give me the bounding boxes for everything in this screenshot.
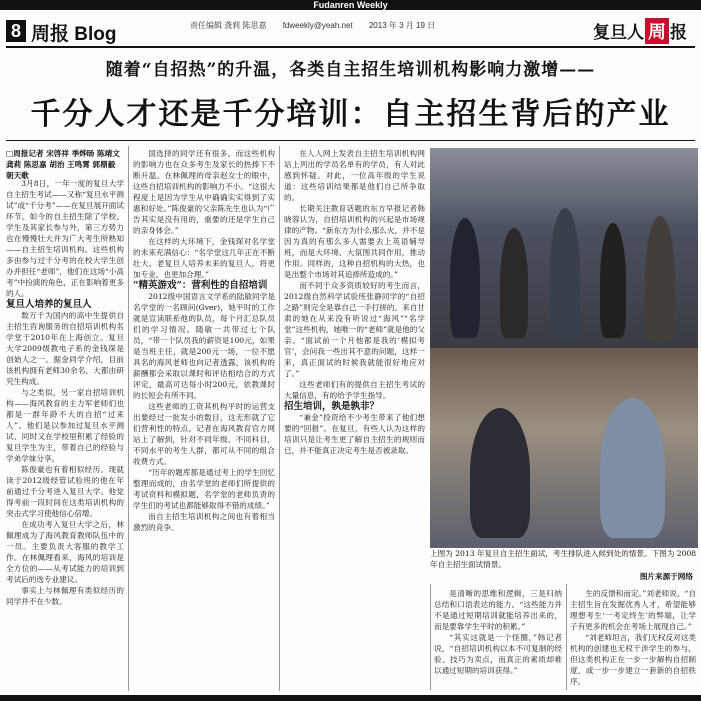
paragraph: 是清晰的思维和逻辑，三是归纳总结和口语表达的能力。“这些能力并不是通过短期培训就能培养出来的，而是要靠学生平时的积累。” <box>434 589 562 631</box>
paragraph: 事实上与林佩理有类似经历的同学并不在少数。 <box>6 586 124 606</box>
editor-credit: 责任编辑 龚莉 陈思嘉 <box>190 21 267 30</box>
paragraph: 陈俊豪也有着相似经历。现就读于2012级经管试验班的他在年前通过千分考进入复旦大学。他觉得考前一段时间在这类培训机构的突击式学习使他信心倍增。 <box>6 465 124 518</box>
column-1 <box>6 178 124 690</box>
photo-top-queue <box>430 148 698 348</box>
byline: □周报记者 宋啓祥 季烨旸 陈靖文 龚莉 陈思嘉 胡治 王鸣霄 郭鼎毅 朝天歌 <box>6 149 120 180</box>
top-banner: Fudanren Weekly <box>0 0 701 10</box>
paragraph: 长期关注教育话题的东方早报记者韩晓蓉认为，自招培训机构的兴起是市场规律的产物。“新东方为什么那么火，并不是因为真的有那么多人需要去上英语辅导班，而是大环境、大氛围共同作用，推动作用。同样的，这种自招机构的大热，也是出整个市场对其追捧所造成的。” <box>284 204 425 279</box>
column-3 <box>284 148 425 690</box>
paragraph: 在人人网上发表自主招生培训机构网站上列出的学员名单有的学员，有人对此感到怀疑。对此，一位高年级的学生说道：这些培训结果都是他们自己所争取的。 <box>284 149 425 202</box>
paragraph: “历年的题库都是通过考上的学生回忆整理而成的，由名学堂的老师们所提供的考试资料和模拟题，名学堂的老师负责的学生们的考试也都能够取得不错的成绩。” <box>133 468 275 510</box>
article-headline: 千分人才还是千分培训：自主招生背后的产业 <box>30 97 671 132</box>
paragraph: 在这样的大环境下，金钱琛对名学堂的未来充满信心：“名学堂这几年正在不断壮大。老复旦人培养未来的复旦人，将更加专业，也更加合理。” <box>133 237 275 279</box>
subheading: “精英游戏”：营利性的自招培训 <box>133 280 268 291</box>
paragraph: 与之类似，另一家自招培训机构——海风教育的主力军老师们也都是一群年龄不大的自招“过来人”。他们是以参加过复旦水平测试、同时又在学校里积累了经验的复旦学生为主，带着自己的经验与学弟学妹分享。 <box>6 388 124 463</box>
column-divider <box>566 584 567 690</box>
paragraph: 生的反馈和而定。”刘老师说。“自主招生旨在发掘优秀人才，希望能够理想考生‘一考定终生’的弊端，让学子有更多的机会在考场上展现自己。” <box>570 589 696 631</box>
paragraph: 3月8日，一年一度的复旦大学自主招生考试——又称“复旦水平测试”或“千分考”——在复旦展开面试环节。如今的自主招生除了学校、学生及其家长参与外，第三方势力也在慢慢壮大并为广大考生所熟知——自主招生培训机构。这些机构多由参与过千分考的在校大学生创办并担任“老师”，他们在这场“小高考”中扮演的角色，正在影响着更多的人。 <box>6 179 124 298</box>
paragraph: “刘老师坦言，我们无权反对这类机构的创建也无权干涉学生的参与，但这类机构正在一步一步解构自招制度，或一步一步建立一套新的自招秩序。 <box>570 633 696 686</box>
email-link[interactable]: fdweekly@yeah.net <box>282 21 353 30</box>
logo-right-text: 报 <box>670 23 687 42</box>
column-2 <box>133 148 275 690</box>
paragraph: 2012级中国语言文学系的陆敏同学是名学堂的一名顾问(Gver)，她平时的工作就是宣读联系他的队员，每个月汇总队员们的学习情况。随敏一共带过七个队员，“带一个队员我的薪资是100元，如果是当班主任，就是200元一场，一位不愿具名的海风老师也向记者透露，该机构的薪酬都会采取以课时和评估相结合的方式评定，最高可达每小时200元，依教课时的长短会有所不同。 <box>133 292 275 400</box>
paragraph: 在成功考入复旦大学之后，林佩理成为了海风教育教师队伍中的一员。主要负责大客服的教学工作。在林佩理看来，海风的培训是全方位的——从考试能力的培训到考试后的选专业建议。 <box>6 520 124 584</box>
column-divider <box>128 146 129 691</box>
paragraph: 数万千为国内的高中生提供自主招生咨询服务的自招培训机构名学堂于2010年在上海创立。复旦大学2009级教电子系的金钱琛是创始人之一。据金同学介绍，目前该机构拥有老师30余名，大都由研究生构成。 <box>6 311 124 386</box>
masthead-info <box>190 20 490 31</box>
paragraph: 而自主招生培训机构之间也有着相当激烈的竞争。 <box>133 512 275 532</box>
subheading: 招生培训，孰是孰非？ <box>284 401 380 412</box>
column-4 <box>434 588 562 690</box>
photo-caption: 上图为 2013 年复旦自主招生面试，考生排队进入候到处的情景。下图为 2008 年自主招生面试情景。 <box>430 549 697 569</box>
column-divider <box>279 146 280 691</box>
logo-mark: 周 <box>645 18 669 44</box>
paragraph: 国选择的同学还有很多。而这些机构的影响力也在众多考生及家长的热捧下不断升温。在林佩理的母亲赵女士的眼中，这些自招培训机构的影响力不小。“这很大程度上是因为学生从中确确实实得到了实惠和好处。”陈俊豪的父亲陈先生也认为“广告其实是没有用的，重要的还是学生自己的亲身体会。” <box>133 149 275 235</box>
paragraph: 这些老师们有的提供自主招生考试的大量信息，有的给予学生指导。 <box>284 380 425 400</box>
article-kicker: 随着“自招热”的升温，各类自主招生培训机构影响力激增—— <box>105 60 596 80</box>
photo-credit: 图片来源于网络 <box>639 572 693 581</box>
section-title: 周报 Blog <box>31 24 117 45</box>
subheading: 复旦人培养的复旦人 <box>6 299 92 310</box>
page-footer-bar <box>0 695 701 701</box>
article-photo <box>430 148 698 548</box>
paragraph: “兼金”投资给不少考生带来了他们想要的“回报”。在复旦，有些人认为这样的培训只是让考生更了解自主招生的规则而已，并不能真正决定考生是否被录取。 <box>284 413 425 455</box>
page-number: 8 <box>6 20 26 42</box>
paragraph: 这些老师的工资其机构平时的运营支出要经过一批发小的数目，这无形就了它们营利性的特点。记者在海风教育官方网站上了解到，针对不同年级、不同科目，不同水平的考生人群，都可从不同的组合收费方式。 <box>133 402 275 466</box>
newspaper-logo <box>593 18 687 44</box>
photo-bottom-interview <box>430 348 698 548</box>
paragraph: 而不同于众多资质较好的考生而言，2012级自然科学试验班张静同学的“自招之路”则完全是靠自己一手打拼的。来自甘肃的她在从来没有听说过“海风”“名学堂”这些机构，她唯一的“老师”就是他的父亲。“面试前一个月他都是我的‘模拟考官’，会问我一些出其不意的问题，这样一来，真正面试的时候我就能很好地应对了。” <box>284 281 425 378</box>
paragraph: “其实这就是一个怪圈，”韩记者说，“自招培训机构以本不可复制的经验、技巧为卖点，而真正的素质却难以通过短期的培训获得。” <box>434 633 562 675</box>
headline-rule <box>6 140 695 141</box>
masthead-rule <box>6 46 695 48</box>
column-divider <box>430 584 431 690</box>
issue-date: 2013 年 3 月 19 日 <box>368 21 436 30</box>
logo-left-text: 复旦人 <box>593 23 644 42</box>
column-5 <box>570 588 696 690</box>
